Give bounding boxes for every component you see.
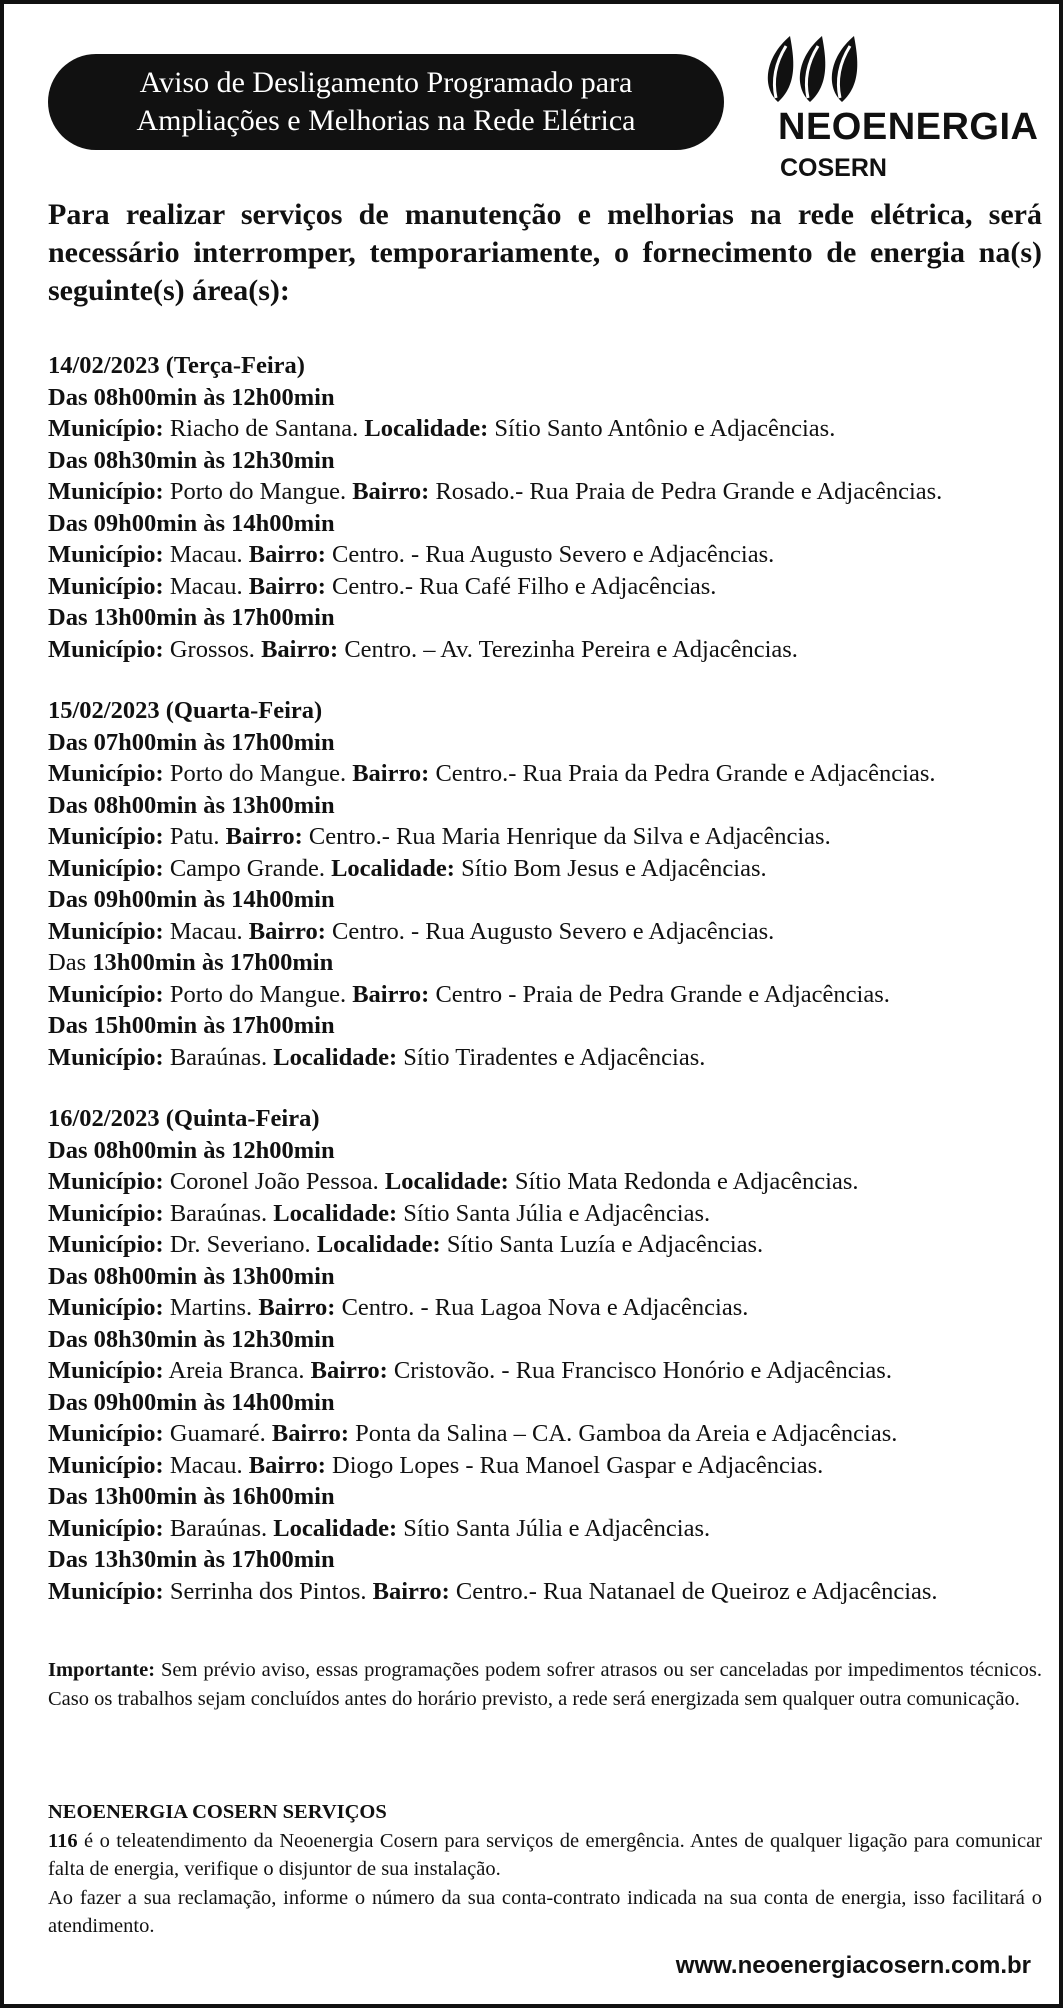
time-text: Das 08h30min às 12h30min	[48, 1325, 335, 1353]
area-description: Centro. - Rua Lagoa Nova e Adjacências.	[341, 1294, 749, 1321]
time-range	[48, 1481, 1042, 1513]
area-type-label: Bairro:	[248, 572, 326, 600]
location-entry	[48, 916, 1042, 948]
municipio-name: Porto do Mangue.	[169, 980, 347, 1008]
municipio-label: Município:	[48, 980, 164, 1008]
time-range	[48, 1261, 1042, 1293]
time-text: Das 09h00min às 14h00min	[48, 509, 335, 537]
municipio-name: Baraúnas.	[169, 1043, 268, 1071]
area-type-label: Localidade:	[273, 1199, 398, 1227]
area-description: Sítio Mata Redonda e Adjacências.	[514, 1168, 859, 1195]
time-range	[48, 1324, 1042, 1356]
time-text: Das 08h00min às 12h00min	[48, 1136, 335, 1164]
notice-title-banner	[48, 54, 724, 150]
time-text: Das 08h00min às 13h00min	[48, 791, 335, 819]
location-entry	[48, 979, 1042, 1011]
area-description: Sítio Santo Antônio e Adjacências.	[494, 415, 836, 442]
municipio-name: Macau.	[169, 917, 243, 945]
municipio-label: Município:	[48, 760, 164, 787]
location-entry	[48, 1292, 1042, 1324]
services-paragraph-2: Ao fazer a sua reclamação, informe o número da sua conta-contrato indicada na sua conta de energia, isso facilitará o atendimento.	[48, 1886, 1042, 1937]
important-label: Importante:	[48, 1659, 156, 1681]
day-date: 14/02/2023 (Terça-Feira)	[48, 352, 305, 379]
municipio-label: Município:	[48, 823, 164, 850]
services-title: NEOENERGIA COSERN SERVIÇOS	[48, 1801, 387, 1823]
location-entry	[48, 1513, 1042, 1545]
municipio-label: Município:	[48, 1420, 164, 1447]
municipio-name: Macau.	[169, 1451, 243, 1479]
location-entry	[48, 1355, 1042, 1387]
area-description: Cristovão. - Rua Francisco Honório e Adjacências.	[393, 1357, 892, 1384]
time-text: Das 15h00min às 17h00min	[48, 1012, 335, 1039]
area-description: Centro.- Rua Natanael de Queiroz e Adjacências.	[455, 1577, 938, 1605]
area-description: Sítio Tiradentes e Adjacências.	[403, 1043, 706, 1071]
day-section	[48, 350, 1042, 665]
day-date: 15/02/2023 (Quarta-Feira)	[48, 697, 323, 724]
area-type-label: Localidade:	[273, 1514, 398, 1542]
municipio-label: Município:	[48, 1514, 164, 1542]
area-description: Centro. - Rua Augusto Severo e Adjacências.	[332, 541, 775, 568]
time-range	[48, 602, 1042, 634]
logo-sub-text: COSERN	[780, 154, 887, 182]
area-description: Centro. - Rua Augusto Severo e Adjacências.	[332, 917, 775, 945]
area-description: Sítio Bom Jesus e Adjacências.	[461, 854, 767, 882]
municipio-label: Município:	[48, 572, 164, 600]
time-range	[48, 1387, 1042, 1419]
time-text: Das 07h00min às 17h00min	[48, 728, 335, 756]
area-type-label: Localidade:	[273, 1043, 398, 1071]
area-type-label: Bairro:	[258, 1294, 336, 1321]
municipio-label: Município:	[48, 1043, 164, 1071]
area-type-label: Bairro:	[261, 635, 339, 663]
time-range	[48, 1010, 1042, 1042]
day-section	[48, 695, 1042, 1073]
time-range	[48, 884, 1042, 916]
time-text: Das 08h30min às 12h30min	[48, 446, 335, 474]
location-entry	[48, 1198, 1042, 1230]
time-text: 13h00min às 17h00min	[92, 949, 334, 976]
area-type-label: Bairro:	[352, 980, 430, 1008]
website-link[interactable]: www.neoenergiacosern.com.br	[675, 1952, 1031, 1979]
day-date: 16/02/2023 (Quinta-Feira)	[48, 1105, 320, 1132]
location-entry	[48, 413, 1042, 445]
time-text: Das 08h00min às 13h00min	[48, 1262, 335, 1290]
location-entry	[48, 821, 1042, 853]
municipio-label: Município:	[48, 1451, 164, 1479]
area-description: Centro. – Av. Terezinha Pereira e Adjacências.	[344, 635, 798, 663]
area-description: Sítio Santa Júlia e Adjacências.	[403, 1199, 711, 1227]
municipio-name: Porto do Mangue.	[169, 760, 347, 787]
time-range	[48, 790, 1042, 822]
area-description: Ponta da Salina – CA. Gamboa da Areia e Adjacências.	[355, 1420, 898, 1447]
location-entry	[48, 1418, 1042, 1450]
time-range	[48, 382, 1042, 414]
location-entry	[48, 571, 1042, 603]
time-text: Das 09h00min às 14h00min	[48, 1388, 335, 1416]
area-type-label: Bairro:	[248, 1451, 326, 1479]
municipio-name: Serrinha dos Pintos.	[169, 1577, 367, 1605]
municipio-label: Município:	[48, 1294, 164, 1321]
area-description: Centro.- Rua Praia da Pedra Grande e Adjacências.	[435, 760, 936, 787]
municipio-label: Município:	[48, 1357, 164, 1384]
area-description: Sítio Santa Luzía e Adjacências.	[446, 1231, 764, 1258]
location-entry	[48, 1229, 1042, 1261]
municipio-name: Grossos.	[169, 635, 255, 663]
services-section	[48, 1798, 1042, 1941]
municipio-name: Porto do Mangue.	[169, 478, 347, 505]
area-description: Sítio Santa Júlia e Adjacências.	[403, 1514, 711, 1542]
municipio-name: Riacho de Santana.	[169, 415, 359, 442]
time-range	[48, 1544, 1042, 1576]
emergency-phone: 116	[48, 1829, 78, 1852]
location-entry	[48, 539, 1042, 571]
municipio-label: Município:	[48, 415, 164, 442]
schedule-list	[48, 350, 1042, 1607]
neoenergia-logo	[756, 22, 1046, 182]
logo-brand-text: NEOENERGIA	[778, 106, 1039, 148]
time-text: Das 13h30min às 17h00min	[48, 1546, 335, 1573]
municipio-name: Patu.	[169, 823, 220, 850]
municipio-name: Dr. Severiano.	[169, 1231, 311, 1258]
intro-paragraph: Para realizar serviços de manutenção e melhorias na rede elétrica, será necessário interromper, temporariamente, o fornecimento de energia na(s) seguinte(s) área(s):	[48, 198, 1042, 307]
municipio-name: Macau.	[169, 541, 243, 568]
location-entry	[48, 1166, 1042, 1198]
time-prefix: Das	[48, 949, 93, 976]
area-type-label: Bairro:	[225, 823, 303, 850]
municipio-label: Município:	[48, 635, 164, 663]
area-type-label: Bairro:	[271, 1420, 350, 1447]
time-range	[48, 947, 1042, 979]
time-text: Das 09h00min às 14h00min	[48, 886, 335, 913]
time-range	[48, 727, 1042, 759]
leaves-icon	[756, 28, 876, 108]
municipio-name: Baraúnas.	[169, 1514, 268, 1542]
municipio-name: Martins.	[169, 1294, 253, 1321]
municipio-name: Campo Grande.	[169, 854, 325, 882]
time-text: Das 08h00min às 12h00min	[48, 383, 335, 411]
important-note	[48, 1656, 1042, 1713]
location-entry	[48, 476, 1042, 508]
services-paragraph-1	[48, 1827, 1042, 1884]
area-type-label: Localidade:	[331, 854, 455, 882]
municipio-label: Município:	[48, 541, 164, 568]
time-range	[48, 1135, 1042, 1167]
location-entry	[48, 1450, 1042, 1482]
area-description: Diogo Lopes - Rua Manoel Gaspar e Adjacências.	[332, 1451, 824, 1479]
area-type-label: Localidade:	[316, 1231, 441, 1258]
location-entry	[48, 634, 1042, 666]
municipio-name: Areia Branca.	[168, 1357, 305, 1384]
municipio-label: Município:	[48, 917, 164, 945]
municipio-label: Município:	[48, 1168, 164, 1195]
municipio-name: Coronel João Pessoa.	[169, 1168, 379, 1195]
area-type-label: Bairro:	[352, 478, 430, 505]
title-line-1: Aviso de Desligamento Programado para	[139, 66, 633, 99]
municipio-name: Guamaré.	[169, 1420, 266, 1447]
area-type-label: Localidade:	[364, 415, 489, 442]
services-text-1: é o teleatendimento da Neoenergia Cosern para serviços de emergência. Antes de qualquer ligação para comunicar falta de energia, verifique o disjuntor de sua instalação.	[48, 1829, 1042, 1880]
area-type-label: Localidade:	[384, 1168, 509, 1195]
municipio-label: Município:	[48, 854, 164, 882]
location-entry	[48, 758, 1042, 790]
area-description: Centro.- Rua Maria Henrique da Silva e Adjacências.	[308, 823, 831, 850]
location-entry	[48, 853, 1042, 885]
location-entry	[48, 1576, 1042, 1608]
municipio-label: Município:	[48, 478, 164, 505]
area-type-label: Bairro:	[310, 1357, 388, 1384]
municipio-name: Baraúnas.	[169, 1199, 268, 1227]
area-type-label: Bairro:	[248, 917, 326, 945]
time-text: Das 13h00min às 17h00min	[48, 604, 335, 631]
area-type-label: Bairro:	[248, 541, 326, 568]
location-entry	[48, 1042, 1042, 1074]
area-description: Centro - Praia de Pedra Grande e Adjacências.	[435, 980, 890, 1008]
municipio-label: Município:	[48, 1231, 164, 1258]
time-text: Das 13h00min às 16h00min	[48, 1483, 335, 1510]
day-section	[48, 1103, 1042, 1607]
time-range	[48, 445, 1042, 477]
municipio-label: Município:	[48, 1577, 164, 1605]
municipio-name: Macau.	[169, 572, 243, 600]
title-line-2: Ampliações e Melhorias na Rede Elétrica	[136, 104, 636, 137]
area-type-label: Bairro:	[372, 1577, 450, 1605]
area-description: Centro.- Rua Café Filho e Adjacências.	[332, 572, 717, 600]
time-range	[48, 508, 1042, 540]
area-type-label: Bairro:	[352, 760, 430, 787]
important-text: Sem prévio aviso, essas programações podem sofrer atrasos ou ser canceladas por impedimentos técnicos. Caso os trabalhos sejam concluídos antes do horário previsto, a rede será energizada sem qualquer outra comunicação.	[48, 1659, 1042, 1710]
municipio-label: Município:	[48, 1199, 164, 1227]
area-description: Rosado.- Rua Praia de Pedra Grande e Adjacências.	[435, 478, 943, 505]
